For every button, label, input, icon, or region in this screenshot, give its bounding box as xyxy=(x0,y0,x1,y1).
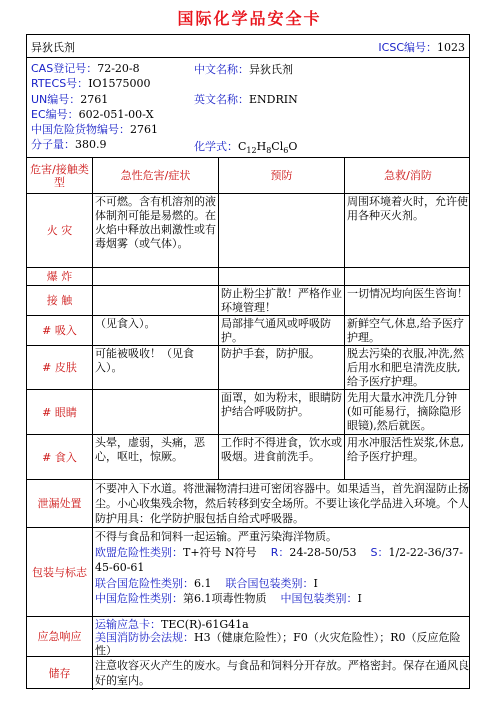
chemical-formula: 化学式：$C_{12}H_8Cl_6O$ xyxy=(194,140,298,156)
symptoms-cell xyxy=(92,390,218,434)
symptoms-cell xyxy=(92,268,218,285)
prevention-cell xyxy=(218,268,344,285)
un-number: UN编号：2761 xyxy=(31,92,109,106)
spill-row xyxy=(27,479,469,527)
identifiers xyxy=(27,57,469,157)
storage-label: 储存 xyxy=(48,667,71,680)
symptoms-cell: 可能被吸收！（见食入）。 xyxy=(92,346,218,389)
packaging-text xyxy=(92,528,471,616)
name-row xyxy=(27,35,469,57)
transport-card: 运输应急卡：TEC(R)-61G41a xyxy=(95,618,249,631)
header-symptoms: 急性危害/症状 xyxy=(92,158,218,193)
packaging-transport: 不得与食品和饲料一起运输。严重污染海洋物质。 xyxy=(95,530,337,543)
table-row xyxy=(27,267,469,285)
prevention-cell: 防护手套，防护服。 xyxy=(218,346,344,389)
prevention-cell: 防止粉尘扩散！严格作业环境管理！ xyxy=(218,286,344,315)
emergency-row xyxy=(27,616,469,656)
english-name: 英文名称：ENDRIN xyxy=(194,93,298,106)
first-aid-cell xyxy=(344,268,471,285)
symptoms-cell: 不可燃。含有机溶剂的液体制剂可能是易燃的。在火焰中释放出刺激性或有毒烟雾（或气体）。 xyxy=(92,194,218,267)
eu-classification: 欧盟危险性类别：T+符号 N符号 R：24-28-50/53 S：1/2-22-36/37-45-60-61 xyxy=(95,545,464,574)
spill-text: 不要冲入下水道。将泄漏物清扫进可密闭容器中。如果适当，首先润湿防止扬尘。小心收集残余物，然后转移到安全场所。不要让该化学品进入环境。个人防护用具：化学防护服包括自给式呼吸器。 xyxy=(92,480,471,527)
first-aid-cell: 周围环境着火时，允许使用各种灭火剂。 xyxy=(344,194,471,267)
chinese-name: 中文名称：异狄氏剂 xyxy=(194,63,293,76)
cas-number: CAS登记号：72-20-8 xyxy=(31,62,140,75)
first-aid-cell: 先用大量水冲洗几分钟(如可能易行，摘除隐形眼镜),然后就医。 xyxy=(344,390,471,434)
table-row xyxy=(27,193,469,267)
row-label: 火 灾 xyxy=(46,224,73,237)
card-title: 国际化学品安全卡 xyxy=(177,9,322,28)
icsc-number: ICSC编号：1023 xyxy=(378,41,465,54)
safety-card xyxy=(26,34,470,689)
table-row xyxy=(27,345,469,389)
cn-classification: 中国危险性类别：第6.1项毒性物质 中国包装类别：I xyxy=(95,592,362,605)
molecular-weight: 分子量：380.9 xyxy=(31,138,107,152)
rtecs-number: RTECS号：IO1575000 xyxy=(31,77,151,91)
prevention-cell: 面罩，如为粉末，眼睛防护结合呼吸防护。 xyxy=(218,390,344,434)
packaging-row xyxy=(27,527,469,616)
row-label: 爆 炸 xyxy=(46,270,73,283)
packaging-label: 包装与标志 xyxy=(32,565,87,579)
symptoms-cell xyxy=(92,286,218,315)
chemical-name: 异狄氏剂 xyxy=(31,41,75,54)
prevention-cell: 工作时不得进食，饮水或吸烟。进食前洗手。 xyxy=(218,435,344,479)
row-label: 接 触 xyxy=(46,294,73,307)
emergency-label: 应急响应 xyxy=(37,630,82,643)
symptoms-cell: （见食入）。 xyxy=(92,316,218,345)
ids-left xyxy=(31,61,158,153)
emergency-text xyxy=(92,617,471,656)
row-label: # 食入 xyxy=(42,450,77,464)
row-label: # 眼睛 xyxy=(42,405,77,419)
first-aid-cell: 用水冲服活性炭浆,休息,给予医疗护理。 xyxy=(344,435,471,479)
first-aid-cell: 新鲜空气,休息,给予医疗护理。 xyxy=(344,316,471,345)
header-type: 危害/接触类型 xyxy=(30,162,89,189)
table-row xyxy=(27,285,469,315)
cn-number: 中国危险货物编号：2761 xyxy=(31,123,158,137)
first-aid-cell: 脱去污染的衣服,冲洗,然后用水和肥皂清洗皮肤,给予医疗护理。 xyxy=(344,346,471,389)
prevention-cell: 局部排气通风或呼吸防护。 xyxy=(218,316,344,345)
nfpa-code: 美国消防协会法规：H3（健康危险性）；F0（火灾危险性）；R0（反应危险性） xyxy=(95,631,461,657)
symptoms-cell: 头晕，虚弱，头痛，恶心，呕吐，惊厥。 xyxy=(92,435,218,479)
table-row xyxy=(27,434,469,479)
table-row xyxy=(27,315,469,345)
row-label: # 吸入 xyxy=(42,324,77,337)
ec-number: EC编号：602-051-00-X xyxy=(31,107,154,121)
first-aid-cell: 一切情况均向医生咨询！ xyxy=(344,286,471,315)
prevention-cell xyxy=(218,194,344,267)
header-first-aid: 急救/消防 xyxy=(344,158,471,193)
header-prevention: 预防 xyxy=(218,158,344,193)
spill-label: 泄漏处置 xyxy=(37,497,82,510)
storage-row xyxy=(27,656,469,690)
un-classification: 联合国危险性类别：6.1 联合国包装类别：I xyxy=(95,576,318,590)
table-row xyxy=(27,389,469,434)
storage-text: 注意收容灭火产生的废水。与食品和饲料分开存放。严格密封。保存在通风良好的室内。 xyxy=(92,657,471,690)
table-header xyxy=(27,157,469,193)
row-label: # 皮肤 xyxy=(42,361,77,374)
